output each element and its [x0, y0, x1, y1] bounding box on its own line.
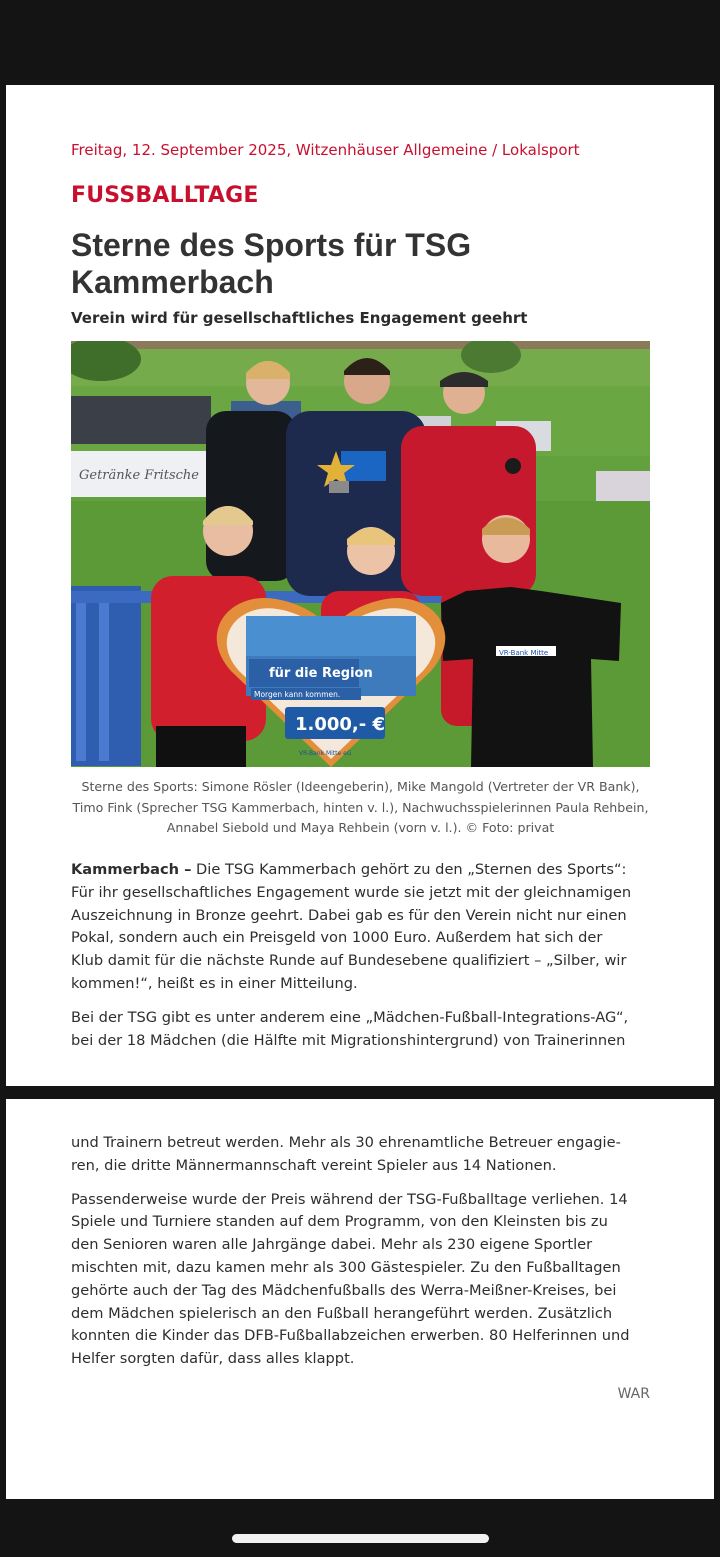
paragraph-2-start: Bei der TSG gibt es unter anderem eine „Mädchen-Fußball-Integrations-AG“, bei der 18 Mädchen (die Hälfte mit Migrationshintergrund) von Trainerinnen	[71, 1008, 629, 1049]
newspaper-page-1	[6, 85, 714, 1086]
sign-tagline-text: Morgen kann kommen.	[254, 690, 341, 699]
banner-text: Getränke Fritsche	[79, 468, 199, 483]
shirt-sponsor-text: VR-Bank Mitte	[499, 649, 549, 657]
photo-illustration	[71, 341, 650, 767]
paragraph-1: Kammerbach – Die TSG Kammerbach gehört zu den „Sternen des Sports“: Für ihr gesellschaftliches Engagement wurde sie jetzt mit der gleichnamigen Auszeichnung in Bronze geehrt. Dabei gab es für den Verein nicht nur einen Pokal, sondern auch ein Preisgeld von 1000 Euro. Außerdem hat sich der Klub damit für die nächste Runde auf Bundesebene qualifiziert – „Silber, wir kommen!“, heißt es in einer Mitteilung.	[71, 861, 632, 992]
kicker: FUSSBALLTAGE	[71, 183, 259, 208]
article-photo	[71, 341, 650, 767]
home-indicator[interactable]	[232, 1534, 489, 1543]
author-initials: WAR	[617, 1386, 650, 1402]
paragraph-3: Passenderweise wurde der Preis während der TSG-Fußballtage verliehen. 14 Spiele und Turniere standen auf dem Programm, von den Kleinsten bis zu den Senioren waren alle Jahrgänge dabei. Mehr als 230 eigene Sportler mischten mit, dazu kamen mehr als 300 Gästespieler. Zu den Fußballtagen gehörte auch der Tag des Mädchenfußballs des Werra-Meißner-Kreises, bei dem Mädchen spielerisch an den Fußball herangeführt werden. Zusätzlich konnten die Kinder das DFB-Fußballabzeichen erwerben. 80 Helferinnen und Helfer sorgten dafür, dass alles klappt.	[71, 1190, 630, 1368]
newspaper-page-2	[6, 1099, 714, 1499]
paragraph-2-continued: und Trainern betreut werden. Mehr als 30 ehrenamtliche Betreuer engagie- ren, die dritte Männermannschaft vereint Spieler aus 14 Nationen.	[71, 1134, 621, 1174]
sign-amount-text: 1.000,- €	[295, 714, 386, 735]
article-body-page-1	[71, 859, 651, 1063]
dateline: Freitag, 12. September 2025, Witzenhäuser Allgemeine / Lokalsport	[71, 141, 580, 159]
headline: Sterne des Sports für TSG Kammerbach	[71, 227, 472, 300]
photo-caption: Sterne des Sports: Simone Rösler (Ideengeberin), Mike Mangold (Vertreter der VR Bank), Timo Fink (Sprecher TSG Kammerbach, hinten v. l.), Nachwuchsspielerinnen Paula Rehbein, Annabel Siebold und Maya Rehbein (vorn v. l.). © Foto: privat	[72, 779, 649, 835]
sign-heart-text: für die Region	[269, 666, 373, 681]
subheadline: Verein wird für gesellschaftliches Engagement geehrt	[71, 309, 528, 327]
dateline-place: Kammerbach –	[71, 861, 192, 878]
article-body-page-2	[71, 1132, 651, 1382]
sign-bank-text: VR-Bank Mitte eG	[299, 750, 352, 757]
